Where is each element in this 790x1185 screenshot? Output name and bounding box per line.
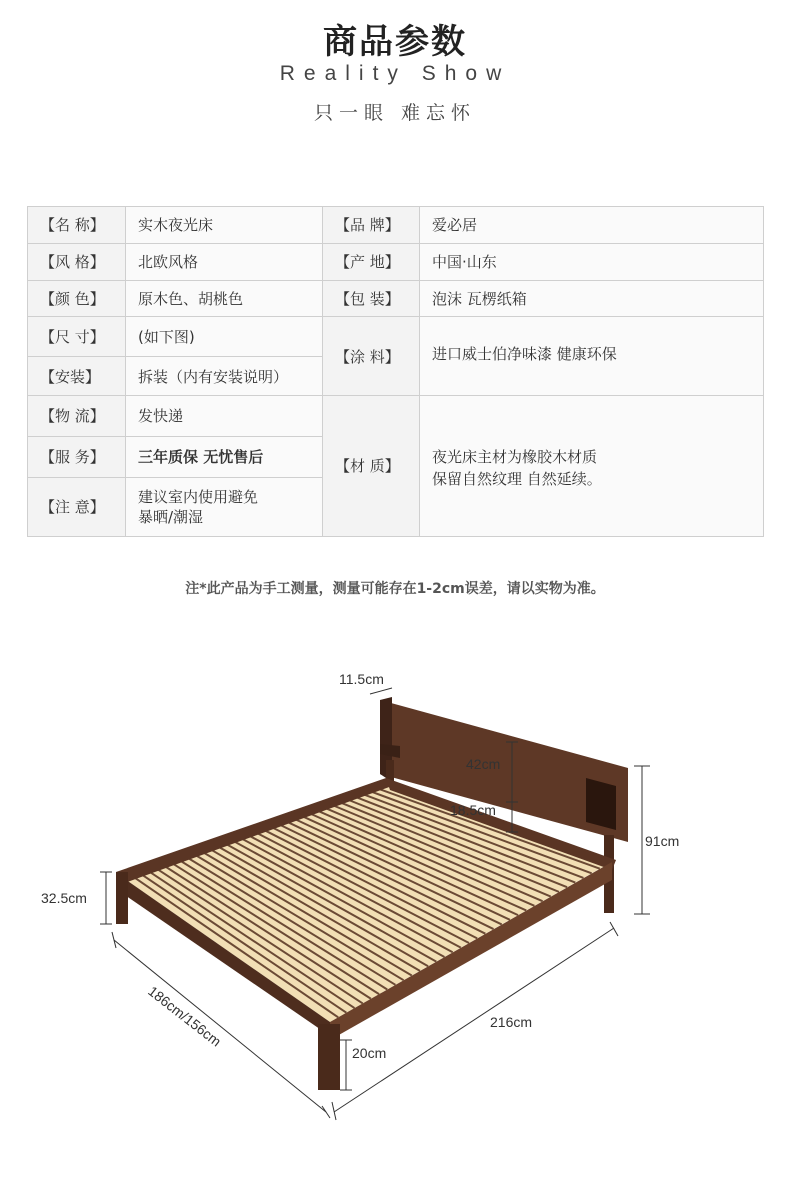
dim-total-height: 91cm <box>645 833 680 849</box>
material-line-1: 夜光床主材为橡胶木材质 <box>432 447 598 466</box>
dim-headboard-height: 42cm <box>466 756 501 772</box>
style-label: 【风 格】 <box>28 243 126 280</box>
color-value: 原木色、胡桃色 <box>126 280 323 317</box>
name-value: 实木夜光床 <box>126 207 323 244</box>
install-value: 拆装（内有安装说明） <box>126 357 323 396</box>
package-label: 【包 装】 <box>323 280 420 317</box>
dim-shelf-depth: 11.5cm <box>339 671 384 687</box>
measurement-note: 注*此产品为手工测量，测量可能存在1-2cm误差，请以实物为准。 <box>185 581 605 597</box>
notice-label: 【注 意】 <box>28 477 126 536</box>
coating-label: 【涂 料】 <box>323 317 420 396</box>
notice-value <box>126 477 323 536</box>
size-value: (如下图) <box>126 317 323 357</box>
color-label: 【颜 色】 <box>28 280 126 317</box>
headboard-niche <box>586 778 616 830</box>
notice-line-2: 暴晒/潮湿 <box>138 507 204 526</box>
dim-width: 186cm/156cm <box>145 982 225 1050</box>
bed-dimension-diagram <box>0 650 790 1130</box>
origin-label: 【产 地】 <box>323 243 420 280</box>
table-row <box>28 207 764 244</box>
material-label: 【材 质】 <box>323 395 420 536</box>
origin-value: 中国·山东 <box>420 243 764 280</box>
material-line-2: 保留自然纹理 自然延续。 <box>432 469 602 488</box>
table-row <box>28 395 764 436</box>
table-row <box>28 280 764 317</box>
table-row <box>28 317 764 357</box>
service-value: 三年质保 无忧售后 <box>126 436 323 477</box>
dim-shelf-gap: 18.5cm <box>450 802 496 818</box>
subtitle-english: Reality Show <box>279 62 511 85</box>
name-label: 【名 称】 <box>28 207 126 244</box>
brand-value: 爱必居 <box>420 207 764 244</box>
install-label: 【安装】 <box>28 357 126 396</box>
front-left-leg <box>116 872 128 924</box>
logistics-label: 【物 流】 <box>28 395 126 436</box>
table-row <box>28 243 764 280</box>
front-right-leg <box>318 1024 340 1090</box>
coating-value: 进口威士伯净味漆 健康环保 <box>420 317 764 396</box>
package-value: 泡沫 瓦楞纸箱 <box>420 280 764 317</box>
dim-length: 216cm <box>490 1014 533 1030</box>
material-value <box>420 395 764 536</box>
subtitle-chinese: 只一眼 难忘怀 <box>313 102 477 124</box>
page-title: 商品参数 <box>323 22 467 62</box>
size-label: 【尺 寸】 <box>28 317 126 357</box>
logistics-value: 发快递 <box>126 395 323 436</box>
dim-leg-height: 20cm <box>352 1045 387 1061</box>
notice-line-1: 建议室内使用避免 <box>138 487 259 506</box>
service-label: 【服 务】 <box>28 436 126 477</box>
dim-frame-height: 32.5cm <box>41 890 87 906</box>
style-value: 北欧风格 <box>126 243 323 280</box>
brand-label: 【品 牌】 <box>323 207 420 244</box>
parameter-table <box>27 206 764 537</box>
